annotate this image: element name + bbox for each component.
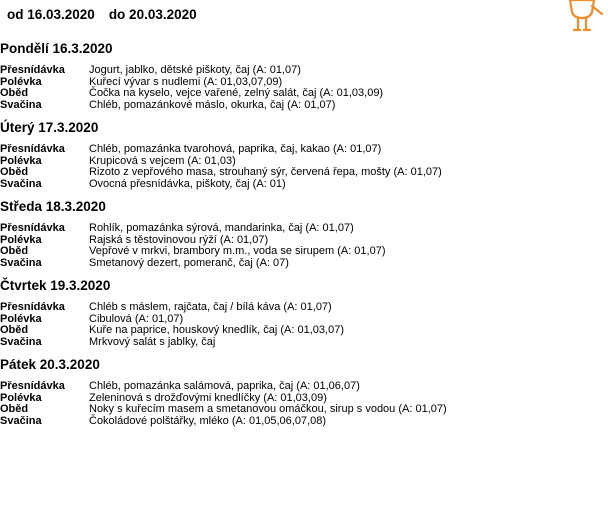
meal-label: Oběd: [0, 87, 29, 99]
meal-text: Vepřové v mrkvi, brambory m.m., voda se sirupem (A: 01,07): [89, 245, 386, 257]
meal-row: [0, 167, 608, 179]
meal-label: Polévka: [0, 391, 42, 404]
meal-row: [0, 337, 608, 349]
weekly-menu: [0, 40, 608, 435]
meal-text: Rizoto z vepřového masa, strouhaný sýr, červená řepa, mošty (A: 01,07): [89, 166, 442, 178]
meal-text: Cibulová (A: 01,07): [89, 312, 184, 325]
meal-label: Přesnídávka: [0, 64, 65, 76]
meal-row: [0, 144, 608, 156]
meal-row: [0, 258, 608, 270]
meal-row: [0, 302, 608, 314]
meal-label: Polévka: [0, 233, 42, 246]
day-title: Čtvrtek 19.3.2020: [0, 278, 111, 293]
girl-figure-icon: [556, 0, 608, 40]
day-section: [0, 119, 608, 190]
meal-text: Čočka na kyselo, vejce vařené, zelný salát, čaj (A: 01,03,09): [89, 87, 384, 99]
meal-text: Zeleninová s drožďovými knedlíčky (A: 01,03,09): [89, 391, 327, 404]
week-from: od 16.03.2020: [7, 7, 95, 22]
meal-text: Krupicová s vejcem (A: 01,03): [89, 154, 236, 167]
meal-text: Noky s kuřecím masem a smetanovou omáčkou, sirup s vodou (A: 01,07): [89, 403, 447, 415]
meal-text: Kuřecí vývar s nudlemi (A: 01,03,07,09): [89, 75, 283, 88]
meal-label: Polévka: [0, 75, 42, 88]
meal-label: Svačina: [0, 414, 42, 427]
meal-label: Svačina: [0, 335, 42, 348]
meal-list: [0, 65, 608, 111]
meal-text: Ovocná přesnídávka, piškoty, čaj (A: 01): [89, 177, 286, 190]
meal-row: [0, 65, 608, 77]
meal-label: Oběd: [0, 324, 29, 336]
day-section: [0, 40, 608, 111]
meal-text: Rohlík, pomazánka sýrová, mandarinka, čaj (A: 01,07): [89, 222, 354, 234]
meal-row: [0, 100, 608, 112]
meal-text: Chléb s máslem, rajčata, čaj / bílá káva (A: 01,07): [89, 301, 332, 313]
meal-list: [0, 381, 608, 427]
meal-text: Rajská s těstovinovou rýží (A: 01,07): [89, 233, 269, 246]
day-title: Pátek 20.3.2020: [0, 357, 100, 372]
meal-label: Přesnídávka: [0, 222, 65, 234]
meal-label: Přesnídávka: [0, 380, 65, 392]
meal-text: Jogurt, jablko, dětské piškoty, čaj (A: 01,07): [89, 64, 301, 76]
meal-label: Oběd: [0, 166, 29, 178]
meal-row: [0, 325, 608, 337]
meal-label: Polévka: [0, 312, 42, 325]
meal-row: [0, 381, 608, 393]
meal-list: [0, 223, 608, 269]
day-title: Pondělí 16.3.2020: [0, 41, 113, 56]
meal-text: Kuře na paprice, houskový knedlík, čaj (A: 01,03,07): [89, 324, 344, 336]
meal-row: [0, 223, 608, 235]
meal-text: Chléb, pomazánka tvarohová, paprika, čaj, kakao (A: 01,07): [89, 143, 382, 155]
day-section: [0, 356, 608, 427]
meal-list: [0, 144, 608, 190]
meal-label: Svačina: [0, 256, 42, 269]
meal-label: Oběd: [0, 245, 29, 257]
meal-label: Svačina: [0, 98, 42, 111]
meal-list: [0, 302, 608, 348]
day-title: Středa 18.3.2020: [0, 199, 106, 214]
meal-label: Přesnídávka: [0, 143, 65, 155]
meal-label: Polévka: [0, 154, 42, 167]
meal-row: [0, 88, 608, 100]
meal-label: Oběd: [0, 403, 29, 415]
meal-row: [0, 179, 608, 191]
meal-row: [0, 416, 608, 428]
day-section: [0, 198, 608, 269]
meal-text: Chléb, pomazánkové máslo, okurka, čaj (A: 01,07): [89, 98, 336, 111]
meal-text: Chléb, pomazánka salámová, paprika, čaj (A: 01,06,07): [89, 380, 360, 392]
day-section: [0, 277, 608, 348]
meal-row: [0, 246, 608, 258]
meal-text: Čokoládové polštářky, mléko (A: 01,05,06,07,08): [89, 414, 327, 427]
day-title: Úterý 17.3.2020: [0, 120, 99, 135]
week-to: do 20.03.2020: [108, 7, 197, 22]
meal-text: Smetanový dezert, pomeranč, čaj (A: 07): [89, 256, 289, 269]
meal-label: Svačina: [0, 177, 42, 190]
meal-row: [0, 404, 608, 416]
meal-label: Přesnídávka: [0, 301, 65, 313]
meal-text: Mrkvový salát s jablky, čaj: [89, 335, 216, 348]
week-range: [7, 7, 197, 22]
